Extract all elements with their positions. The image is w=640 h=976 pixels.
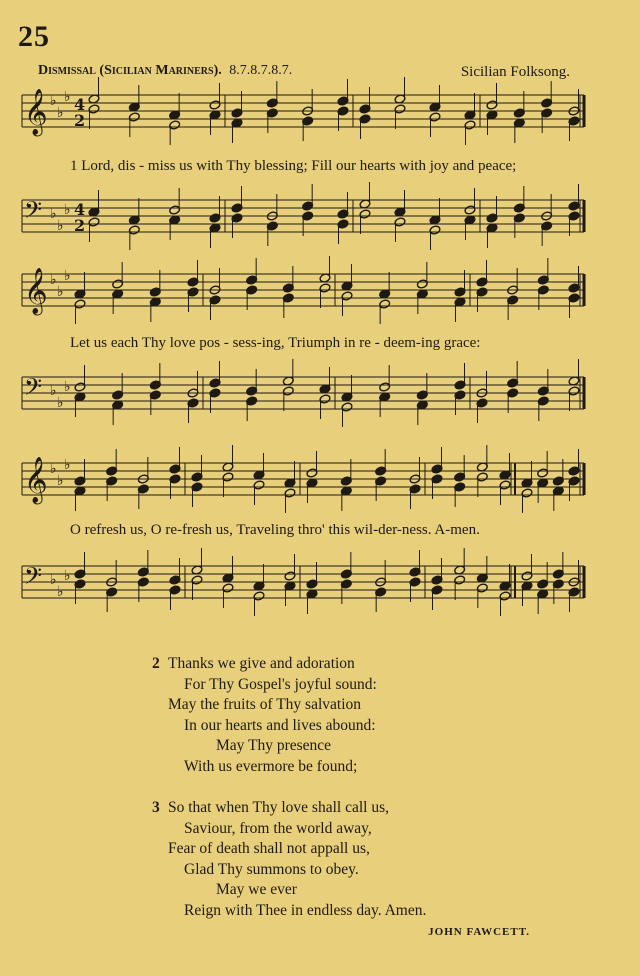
svg-text:♭: ♭ xyxy=(50,461,57,477)
tune-source: Sicilian Folksong. xyxy=(460,64,570,80)
svg-text:♭: ♭ xyxy=(57,395,64,411)
stanza-line: For Thy Gospel's joyful sound: xyxy=(184,675,377,693)
stanza-line: May Thy presence xyxy=(216,737,332,754)
svg-text:𝄢: 𝄢 xyxy=(24,373,43,406)
stanza-line: Glad Thy summons to obey. xyxy=(184,860,359,878)
stanza-3 xyxy=(152,798,427,921)
svg-text:♭: ♭ xyxy=(57,218,64,234)
stanza-line: With us evermore be found; xyxy=(184,757,358,775)
tune-name: Dismissal (Sicilian Mariners). xyxy=(38,63,222,78)
lyrics-line-3: O refresh us, O re-fresh us, Traveling thro' this wil-der-ness. A-men. xyxy=(70,522,480,538)
svg-text:2: 2 xyxy=(74,216,86,235)
svg-text:♭: ♭ xyxy=(57,105,64,121)
svg-text:4: 4 xyxy=(74,200,86,219)
stanza-line: May we ever xyxy=(216,881,297,898)
author: JOHN FAWCETT. xyxy=(428,926,530,938)
svg-text:♭: ♭ xyxy=(50,206,57,222)
svg-text:♭: ♭ xyxy=(50,272,57,288)
hymn-number: 25 xyxy=(18,20,50,53)
svg-text:4: 4 xyxy=(74,95,86,114)
stanza-line: 2 Thanks we give and adoration xyxy=(168,654,377,675)
svg-text:♭: ♭ xyxy=(50,572,57,588)
stanza-line: 3 So that when Thy love shall call us, xyxy=(168,798,426,819)
svg-text:♭: ♭ xyxy=(57,284,64,300)
svg-text:♭: ♭ xyxy=(64,202,71,218)
stanza-line: Reign with Thee in endless day. Amen. xyxy=(184,901,427,919)
svg-text:2: 2 xyxy=(74,111,86,130)
svg-text:♭: ♭ xyxy=(57,584,64,600)
svg-text:♭: ♭ xyxy=(64,268,71,284)
svg-text:♭: ♭ xyxy=(64,379,71,395)
stanza-line: In our hearts and lives abound: xyxy=(184,716,376,734)
stanza-line: May the fruits of Thy salvation xyxy=(168,696,362,713)
svg-text:𝄞: 𝄞 xyxy=(24,268,48,314)
svg-text:♭: ♭ xyxy=(64,89,71,105)
svg-text:𝄞: 𝄞 xyxy=(24,457,48,503)
svg-text:♭: ♭ xyxy=(64,457,71,473)
svg-text:♭: ♭ xyxy=(50,93,57,109)
lyrics-line-1: 1 Lord, dis - miss us with Thy blessing; Fill our hearts with joy and peace; xyxy=(70,158,517,174)
stanza-line: Saviour, from the world away, xyxy=(184,819,372,837)
svg-text:♭: ♭ xyxy=(64,568,71,584)
meter: 8.7.8.7.8.7. xyxy=(229,63,293,78)
stanza-number: 3 xyxy=(152,799,160,816)
svg-text:𝄢: 𝄢 xyxy=(24,562,43,595)
stanza-2 xyxy=(152,654,377,777)
svg-text:♭: ♭ xyxy=(57,473,64,489)
stanza-line: Fear of death shall not appall us, xyxy=(168,840,370,857)
stanza-number: 2 xyxy=(152,655,160,672)
svg-text:𝄞: 𝄞 xyxy=(24,89,48,135)
svg-text:♭: ♭ xyxy=(50,383,57,399)
svg-text:𝄢: 𝄢 xyxy=(24,196,43,229)
lyrics-line-2: Let us each Thy love pos - sess-ing, Triumph in re - deem-ing grace: xyxy=(70,335,481,351)
